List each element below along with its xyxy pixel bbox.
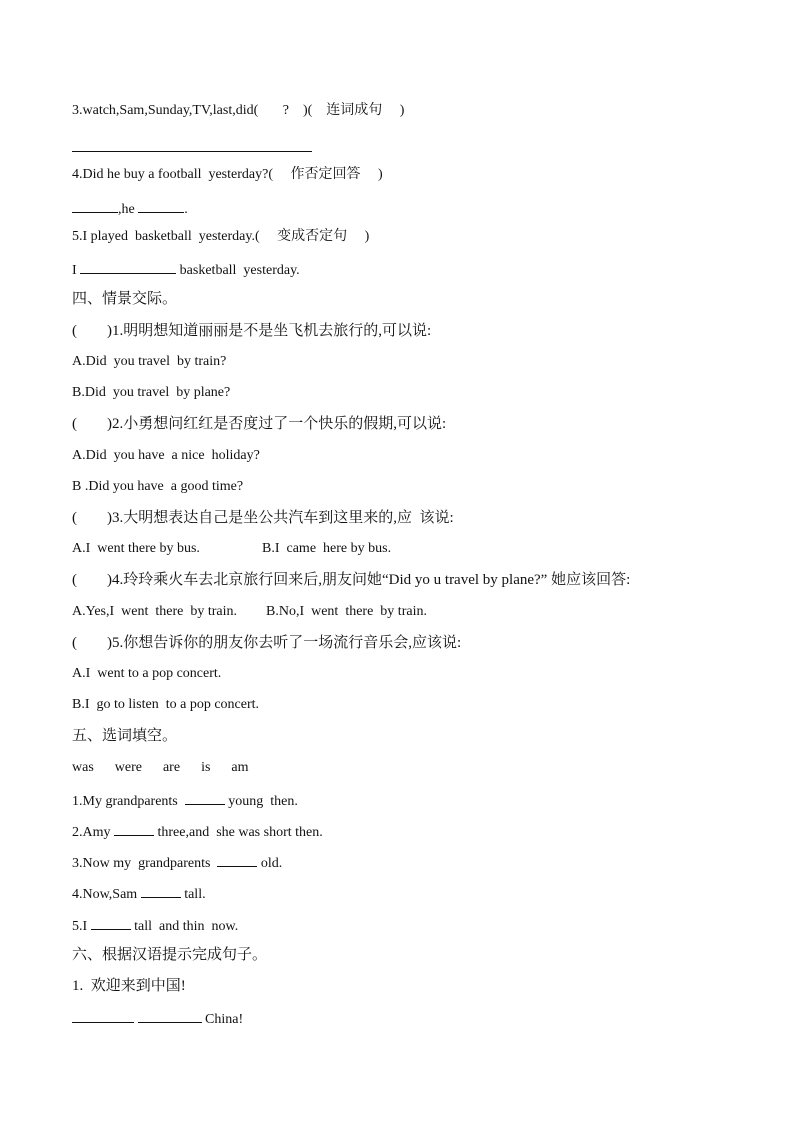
text: 四、情景交际。 xyxy=(72,291,178,307)
blank[interactable] xyxy=(217,852,257,867)
s4-q4-options xyxy=(72,603,237,621)
s4-question-2 xyxy=(72,415,446,433)
blank[interactable] xyxy=(138,198,184,213)
answer-line[interactable] xyxy=(72,151,312,152)
s4-q4-option-a[interactable]: A.Yes,I went there by train. xyxy=(72,604,237,619)
s4-question-3 xyxy=(72,509,454,527)
text: 1.My grandparents xyxy=(72,794,185,809)
text: ( )4.玲玲乘火车去北京旅行回来后,朋友问她“Did yo u travel by plane?” 她应该回答: xyxy=(72,572,631,588)
s5-item-5 xyxy=(72,915,238,936)
text: China! xyxy=(201,1012,244,1027)
text: 4.Did he buy a football yesterday?( 作否定回答 ) xyxy=(72,167,383,182)
text: 3.Now my grandparents xyxy=(72,856,218,871)
s5-item-3 xyxy=(72,852,282,873)
text: three,and she was short then. xyxy=(154,825,323,840)
text: 4.Now,Sam xyxy=(72,887,141,902)
text: 1. 欢迎来到中国! xyxy=(72,978,186,994)
s4-q1-option-a[interactable] xyxy=(72,353,226,371)
text: 2.Amy xyxy=(72,825,114,840)
text: young then. xyxy=(224,794,298,809)
s4-q2-option-a[interactable] xyxy=(72,447,260,465)
s4-q5-option-a[interactable] xyxy=(72,665,221,683)
s4-q3-option-b[interactable]: B.I came here by bus. xyxy=(262,541,392,556)
blank[interactable] xyxy=(185,790,225,805)
blank[interactable] xyxy=(141,883,181,898)
text: ( )5.你想告诉你的朋友你去听了一场流行音乐会,应该说: xyxy=(72,635,462,651)
text: ( )3.大明想表达自己是坐公共汽车到这里来的,应 该说: xyxy=(72,510,454,526)
blank[interactable] xyxy=(138,1008,202,1023)
word-bank xyxy=(72,759,249,777)
s4-q5-option-b[interactable] xyxy=(72,696,259,714)
text: B .Did you have a good time? xyxy=(72,479,244,494)
text: A.Did you have a nice holiday? xyxy=(72,448,260,463)
text: 5.I played basketball yesterday.( 变成否定句 ) xyxy=(72,229,370,244)
s4-q3-option-a[interactable]: A.I went there by bus. xyxy=(72,541,200,556)
s6-item-1-prompt xyxy=(72,977,186,995)
blank[interactable] xyxy=(91,915,131,930)
text: A.Did you travel by train? xyxy=(72,354,227,369)
question-4-answer-line xyxy=(72,198,188,219)
text: 3.watch,Sam,Sunday,TV,last,did( ? )( 连词成句 ) xyxy=(72,103,405,118)
s5-item-2 xyxy=(72,821,323,842)
s4-q4-option-b[interactable]: B.No,I went there by train. xyxy=(266,604,427,619)
text: tall. xyxy=(180,887,206,902)
question-4-negative-answer xyxy=(72,166,383,184)
s4-question-4 xyxy=(72,571,630,589)
s5-item-4 xyxy=(72,883,206,904)
question-3-sentence-order xyxy=(72,102,404,120)
text: I xyxy=(72,263,81,278)
section-4-heading xyxy=(72,290,177,308)
text: ,he xyxy=(118,202,139,217)
blank[interactable] xyxy=(72,1008,134,1023)
s4-question-1 xyxy=(72,322,431,340)
s4-q3-options xyxy=(72,540,200,558)
text: was were are is am xyxy=(72,760,249,775)
text: B.I go to listen to a pop concert. xyxy=(72,697,260,712)
text: 六、根据汉语提示完成句子。 xyxy=(72,947,268,963)
question-5-answer-line xyxy=(72,259,300,280)
s4-question-5 xyxy=(72,634,461,652)
blank[interactable] xyxy=(114,821,154,836)
s4-q3-option-b-wrap xyxy=(262,540,391,558)
text: B.Did you travel by plane? xyxy=(72,385,231,400)
s4-q2-option-b[interactable] xyxy=(72,478,243,496)
s6-item-1-answer xyxy=(72,1008,243,1029)
s5-item-1 xyxy=(72,790,298,811)
blank[interactable] xyxy=(80,259,176,274)
s4-q1-option-b[interactable] xyxy=(72,384,230,402)
text: basketball yesterday. xyxy=(176,263,300,278)
text: ( )1.明明想知道丽丽是不是坐飞机去旅行的,可以说: xyxy=(72,323,432,339)
text: . xyxy=(184,202,188,217)
text: 五、选词填空。 xyxy=(72,728,178,744)
section-5-heading xyxy=(72,727,177,745)
text: ( )2.小勇想问红红是否度过了一个快乐的假期,可以说: xyxy=(72,416,447,432)
blank[interactable] xyxy=(72,198,118,213)
section-6-heading xyxy=(72,946,267,964)
question-5-negative-sentence xyxy=(72,228,369,246)
text: A.I went to a pop concert. xyxy=(72,666,222,681)
text: old. xyxy=(257,856,283,871)
text: 5.I xyxy=(72,919,91,934)
s4-q4-option-b-wrap xyxy=(266,603,427,621)
text: tall and thin now. xyxy=(130,919,239,934)
